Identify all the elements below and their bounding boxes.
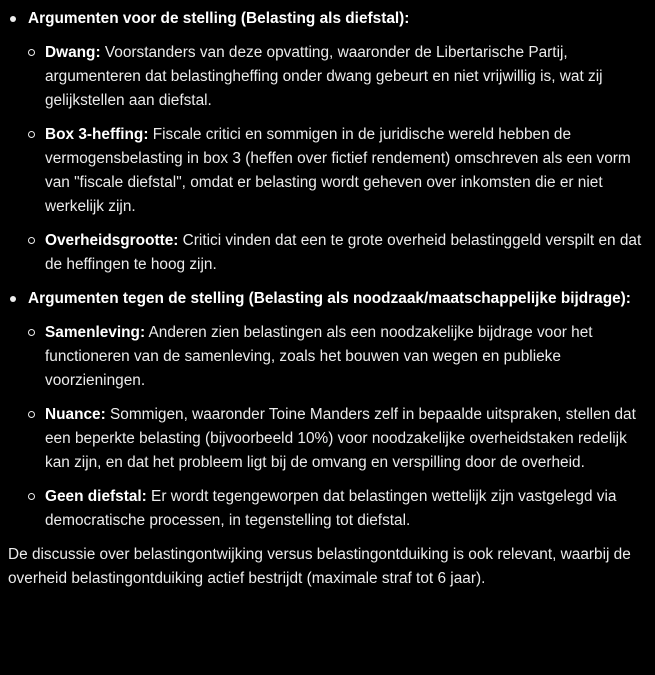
- bullet-disc-icon: [10, 296, 16, 302]
- section-against: [8, 287, 647, 533]
- bullet-circle-icon: [28, 329, 35, 336]
- list-item-dwang: [28, 41, 647, 113]
- item-term: Geen diefstal:: [45, 488, 147, 505]
- list-item-samenleving: [28, 321, 647, 393]
- section-items: [28, 41, 647, 277]
- item-term: Nuance:: [45, 406, 106, 423]
- bullet-circle-icon: [28, 131, 35, 138]
- item-text: Sommigen, waaronder Toine Manders zelf in bepaalde uitspraken, stellen dat een beperkte belasting (bijvoorbeeld 10%) voor noodzakelijke overheidstaken redelijk kan zijn, en dat het probleem ligt bij de omvang en verspilling door de overheid.: [45, 406, 636, 471]
- section-heading: Argumenten voor de stelling (Belasting als diefstal):: [28, 10, 410, 27]
- section-for: [8, 7, 647, 277]
- argument-sections: [8, 7, 647, 533]
- item-term: Box 3-heffing:: [45, 126, 149, 143]
- item-term: Dwang:: [45, 44, 101, 61]
- item-term: Overheidsgrootte:: [45, 232, 179, 249]
- list-item-box3: [28, 123, 647, 219]
- bullet-disc-icon: [10, 16, 16, 22]
- footer-paragraph: De discussie over belastingontwijking versus belastingontduiking is ook relevant, waarbij de overheid belastingontduiking actief bestrijdt (maximale straf tot 6 jaar).: [8, 546, 631, 587]
- list-item-nuance: [28, 403, 647, 475]
- bullet-circle-icon: [28, 411, 35, 418]
- item-text: Er wordt tegengeworpen dat belastingen wettelijk zijn vastgelegd via democratische processen, in tegenstelling tot diefstal.: [45, 488, 617, 529]
- bullet-circle-icon: [28, 237, 35, 244]
- bullet-circle-icon: [28, 493, 35, 500]
- item-text: Fiscale critici en sommigen in de juridische wereld hebben de vermogensbelasting in box 3 (heffen over fictief rendement) omschreven als een vorm van "fiscale diefstal", omdat er belasting wordt geheven over inkomsten die er niet werkelijk zijn.: [45, 126, 631, 215]
- item-text: Voorstanders van deze opvatting, waaronder de Libertarische Partij, argumenteren dat belastingheffing onder dwang gebeurt en niet vrijwillig is, wat zij gelijkstellen aan diefstal.: [45, 44, 603, 109]
- bullet-circle-icon: [28, 49, 35, 56]
- item-text: Critici vinden dat een te grote overheid belastinggeld verspilt en dat de heffingen te hoog zijn.: [45, 232, 642, 273]
- item-text: Anderen zien belastingen als een noodzakelijke bijdrage voor het functioneren van de samenleving, zoals het bouwen van wegen en publieke voorzieningen.: [45, 324, 593, 389]
- list-item-overheidsgrootte: [28, 229, 647, 277]
- item-term: Samenleving:: [45, 324, 146, 341]
- section-heading: Argumenten tegen de stelling (Belasting als noodzaak/maatschappelijke bijdrage):: [28, 290, 631, 307]
- list-item-geen-diefstal: [28, 485, 647, 533]
- section-items: [28, 321, 647, 533]
